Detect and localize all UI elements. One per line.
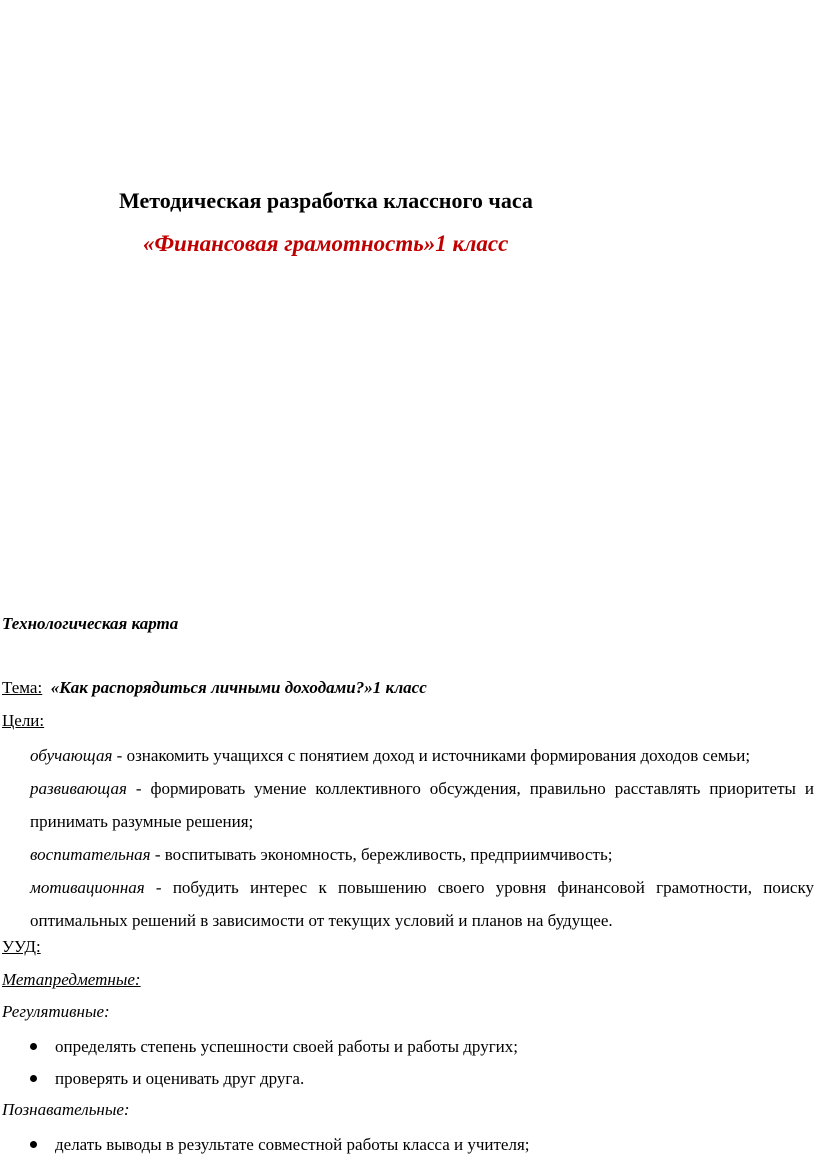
goal-text: - воспитывать экономность, бережливость, предприимчивость; xyxy=(150,845,613,864)
document-title: Методическая разработка классного часа xyxy=(119,188,533,213)
bullet-icon xyxy=(30,1075,37,1082)
bullet-icon xyxy=(30,1043,37,1050)
regulative-label: Регулятивные: xyxy=(2,1002,110,1021)
uud-label: УУД: xyxy=(2,937,41,956)
bullet-icon xyxy=(30,1141,37,1148)
goal-item xyxy=(30,739,814,772)
topic-label: Тема: xyxy=(2,678,43,697)
cognitive-label: Познавательные: xyxy=(2,1100,130,1119)
list-item-text: проверять и оценивать друг друга. xyxy=(55,1069,305,1088)
meta-label: Метапредметные: xyxy=(2,970,141,989)
list-item xyxy=(30,1037,518,1057)
goal-term: мотивационная xyxy=(30,878,145,897)
goal-term: обучающая xyxy=(30,746,113,765)
topic-value: «Как распорядиться личными доходами?»1 класс xyxy=(50,678,427,697)
list-item-text: делать выводы в результате совместной работы класса и учителя; xyxy=(55,1135,530,1154)
goal-term: воспитательная xyxy=(30,845,151,864)
list-item-text: определять степень успешности своей работы и работы других; xyxy=(55,1037,519,1056)
goal-text: - ознакомить учащихся с понятием доход и источниками формирования доходов семьи; xyxy=(112,746,751,765)
goal-text: - побудить интерес к повышению своего уровня финансовой грамотности, поиску оптимальных решений в зависимости от текущих условий и планов на будущее. xyxy=(30,878,814,930)
list-item xyxy=(30,1135,529,1155)
document-subtitle: «Финансовая грамотность»1 класс xyxy=(143,231,509,256)
goal-item xyxy=(30,871,814,937)
goal-text: - формировать умение коллективного обсуждения, правильно расставлять приоритеты и принимать разумные решения; xyxy=(30,779,814,831)
goal-item xyxy=(30,838,814,871)
goal-item xyxy=(30,772,814,838)
topic-line xyxy=(2,678,427,698)
list-item xyxy=(30,1069,304,1089)
goal-term: развивающая xyxy=(30,779,127,798)
tech-map-heading: Технологическая карта xyxy=(2,614,179,633)
goals-label: Цели: xyxy=(2,711,45,730)
